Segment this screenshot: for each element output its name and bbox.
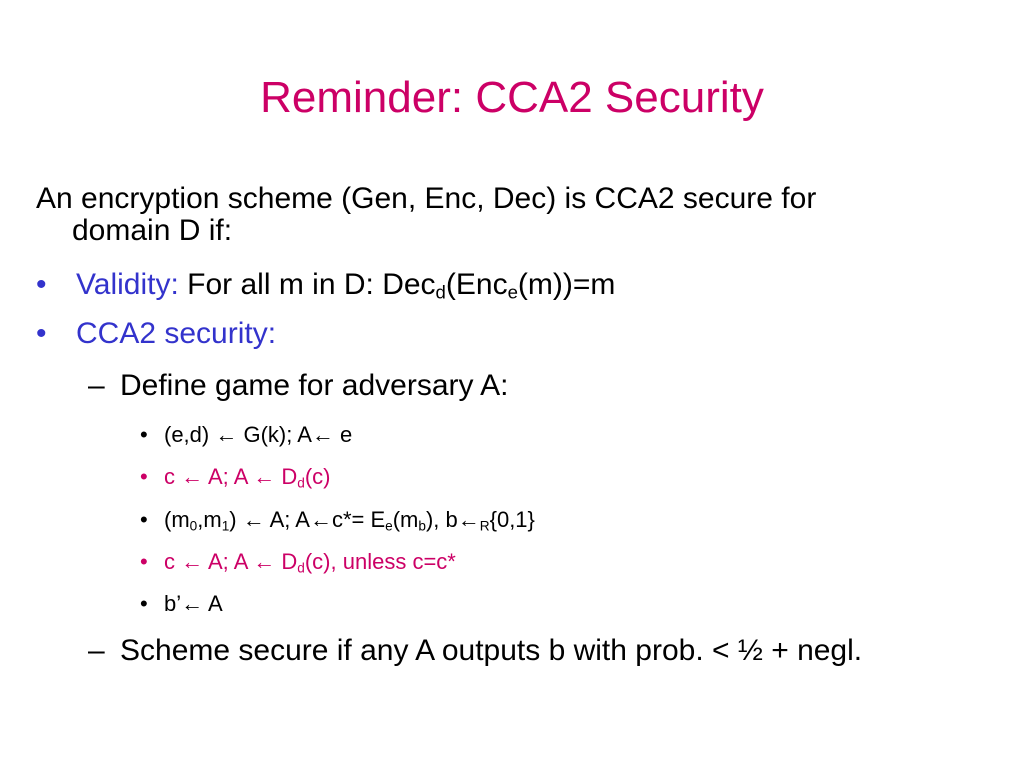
bullet-icon: • xyxy=(36,268,47,301)
conclusion-text: Scheme secure if any A outputs b with prob. < ½ + negl. xyxy=(120,634,863,667)
step-challenge: $(m_0,m_1)$ ← A; A←c*= $E_e(m_b)$, $b\leftarrow_R\{0,1\}$ xyxy=(164,507,535,534)
bullet-icon: • xyxy=(140,464,148,489)
bullet-icon: • xyxy=(140,507,148,532)
cca2-security-label: CCA2 security: xyxy=(76,317,277,350)
dash-icon: – xyxy=(88,369,105,402)
step-decrypt-query-1: c ← A; A ← $D_d(c)$ xyxy=(164,464,331,491)
validity-label: Validity: xyxy=(76,268,179,301)
define-game-text: Define game for adversary A: xyxy=(120,369,509,402)
slide-title: Reminder: CCA2 Security xyxy=(260,73,764,122)
bullet-icon: • xyxy=(140,549,148,574)
dash-icon: – xyxy=(88,634,105,667)
step-guess: b’← A xyxy=(164,591,223,616)
step-keygen: (e,d) ← G(k); A← e xyxy=(164,422,353,447)
intro-line-2: domain D if: xyxy=(72,214,233,247)
intro-line-1: An encryption scheme (Gen, Enc, Dec) is CCA2 secure for xyxy=(36,182,817,215)
step-decrypt-query-2: c ← A; A ← $D_d(c)$, unless c=c* xyxy=(164,549,456,576)
validity-text: For all m in D: Dec xyxy=(178,268,436,301)
validity-item: Validity: For all m in D: Dec$_d$(Enc$_e$(m))=m xyxy=(76,268,616,303)
bullet-icon: • xyxy=(36,317,47,350)
bullet-icon: • xyxy=(140,591,148,616)
bullet-icon: • xyxy=(140,422,148,447)
